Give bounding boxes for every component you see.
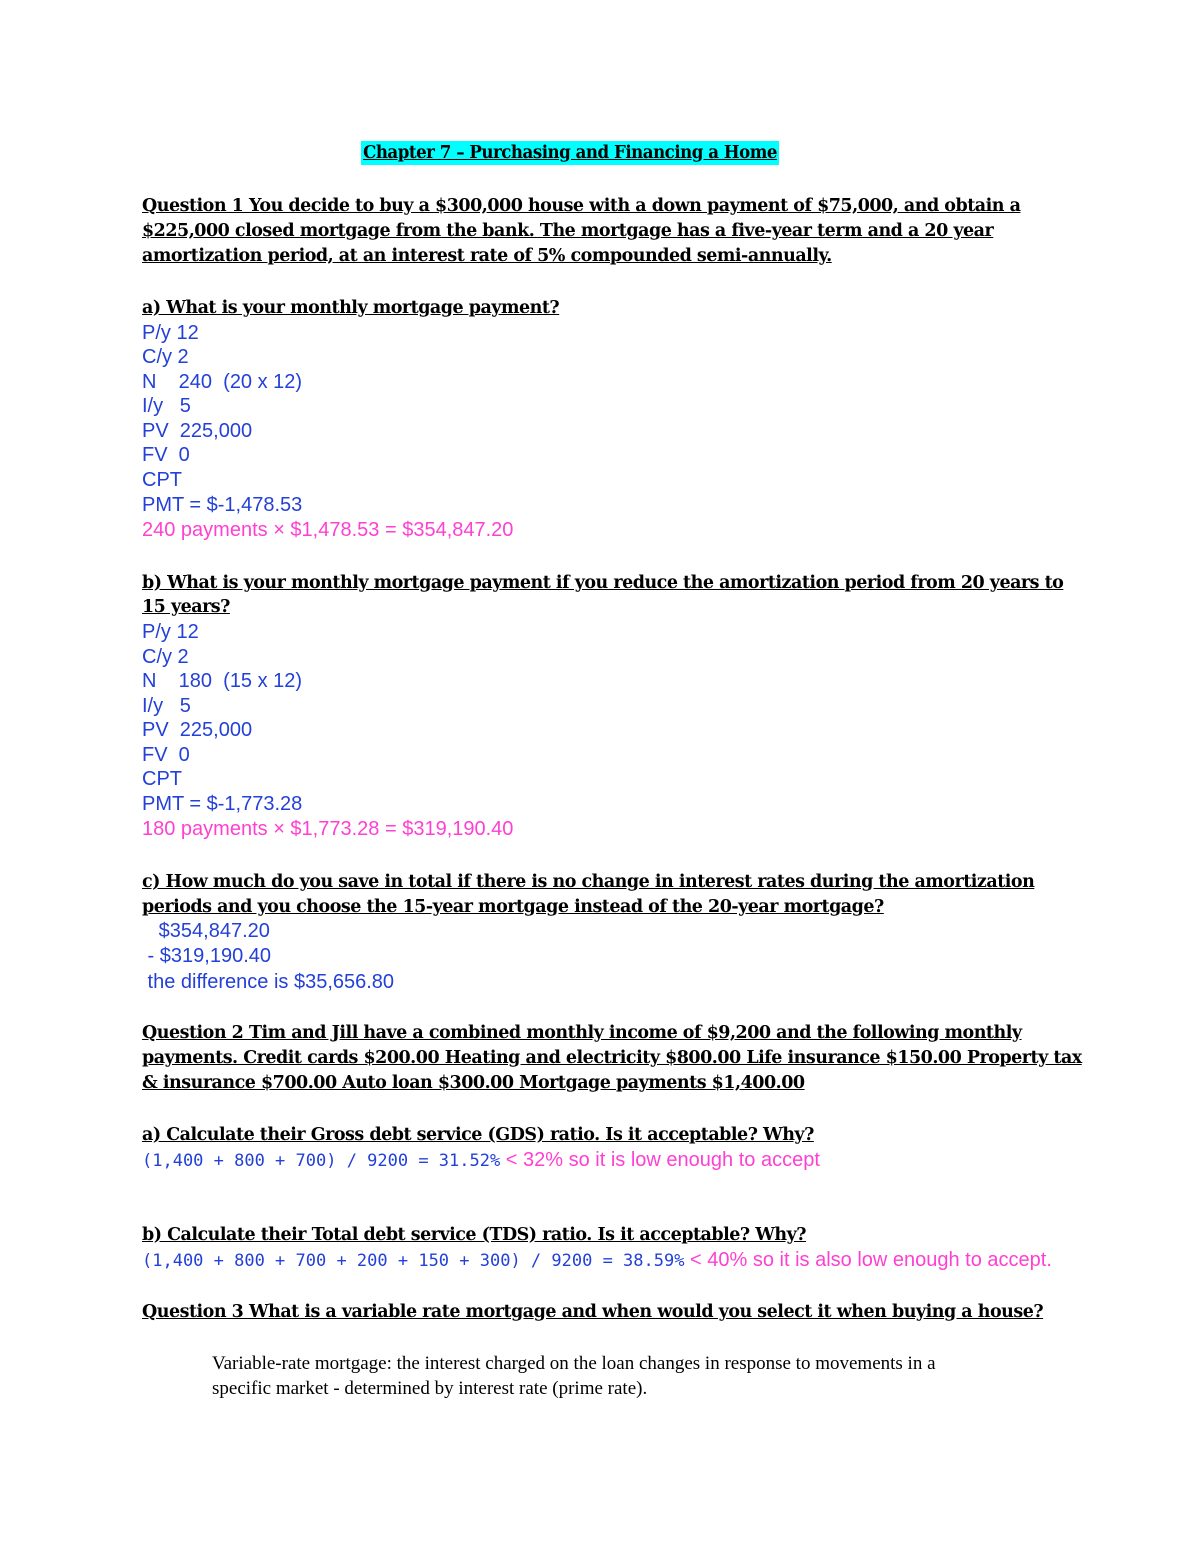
q1a-step: N 240 (20 x 12): [142, 371, 303, 393]
q1a-step: I/y 5: [142, 395, 191, 417]
q2a-calc: (1,400 + 800 + 700) / 9200 = 31.52%: [142, 1151, 501, 1171]
q2b-answer: [142, 1249, 1052, 1272]
q2b-question: b) Calculate their Total debt service (TDS) ratio. Is it acceptable? Why?: [142, 1225, 807, 1245]
q1c-answer-line: $354,847.20: [142, 920, 270, 942]
q1b-step: N 180 (15 x 12): [142, 670, 303, 692]
q2-line-3: & insurance $700.00 Auto loan $300.00 Mortgage payments $1,400.00: [142, 1073, 805, 1093]
document-title: [0, 143, 1140, 163]
q3-question: Question 3 What is a variable rate mortgage and when would you select it when buying a house?: [142, 1302, 1044, 1322]
q1a-step: PMT = $-1,478.53: [142, 494, 303, 516]
q1-line-2: $225,000 closed mortgage from the bank. The mortgage has a five-year term and a 20 year: [142, 221, 994, 241]
q1b-step: FV 0: [142, 744, 190, 766]
q1a-total: 240 payments × $1,478.53 = $354,847.20: [142, 519, 514, 541]
q2b-verdict: < 40% so it is also low enough to accept.: [684, 1249, 1052, 1271]
q1a-step: PV 225,000: [142, 420, 253, 442]
q1a-step: C/y 2: [142, 346, 189, 368]
q1b-step: P/y 12: [142, 621, 199, 643]
q1c-question-line-1: c) How much do you save in total if there is no change in interest rates during the amortization: [142, 872, 1035, 892]
q2-line-1: Question 2 Tim and Jill have a combined monthly income of $9,200 and the following monthly: [142, 1023, 1022, 1043]
q1c-answer-line: - $319,190.40: [142, 945, 271, 967]
q3-answer-line-2: specific market - determined by interest rate (prime rate).: [212, 1378, 648, 1399]
q2b-calc: (1,400 + 800 + 700 + 200 + 150 + 300) / 9200 = 38.59%: [142, 1251, 685, 1271]
q1b-step: CPT: [142, 768, 182, 790]
q2-line-2: payments. Credit cards $200.00 Heating and electricity $800.00 Life insurance $150.00 Property tax: [142, 1048, 1082, 1068]
q2a-answer: [142, 1149, 820, 1172]
q1b-question-line-2: 15 years?: [142, 597, 230, 617]
q1c-answer-line: the difference is $35,656.80: [142, 971, 395, 993]
q1-line-3: amortization period, at an interest rate of 5% compounded semi-annually.: [142, 246, 832, 266]
q1b-step: C/y 2: [142, 646, 189, 668]
q1b-step: I/y 5: [142, 695, 191, 717]
q1c-question-line-2: periods and you choose the 15-year mortgage instead of the 20-year mortgage?: [142, 897, 884, 917]
title-highlight: Chapter 7 – Purchasing and Financing a Home: [363, 143, 777, 163]
q1b-total: 180 payments × $1,773.28 = $319,190.40: [142, 818, 514, 840]
q1-line-1: Question 1 You decide to buy a $300,000 house with a down payment of $75,000, and obtain a: [142, 196, 1021, 216]
q1b-question-line-1: b) What is your monthly mortgage payment if you reduce the amortization period from 20 years to: [142, 573, 1064, 593]
q1a-step: P/y 12: [142, 322, 199, 344]
q1a-step: CPT: [142, 469, 182, 491]
q2a-verdict: < 32% so it is low enough to accept: [500, 1149, 820, 1171]
q1a-question: a) What is your monthly mortgage payment?: [142, 298, 560, 318]
q1b-step: PMT = $-1,773.28: [142, 793, 303, 815]
q3-answer-line-1: Variable-rate mortgage: the interest charged on the loan changes in response to movements in a: [212, 1353, 936, 1374]
q1b-step: PV 225,000: [142, 719, 253, 741]
q1a-step: FV 0: [142, 444, 190, 466]
q2a-question: a) Calculate their Gross debt service (GDS) ratio. Is it acceptable? Why?: [142, 1125, 814, 1145]
